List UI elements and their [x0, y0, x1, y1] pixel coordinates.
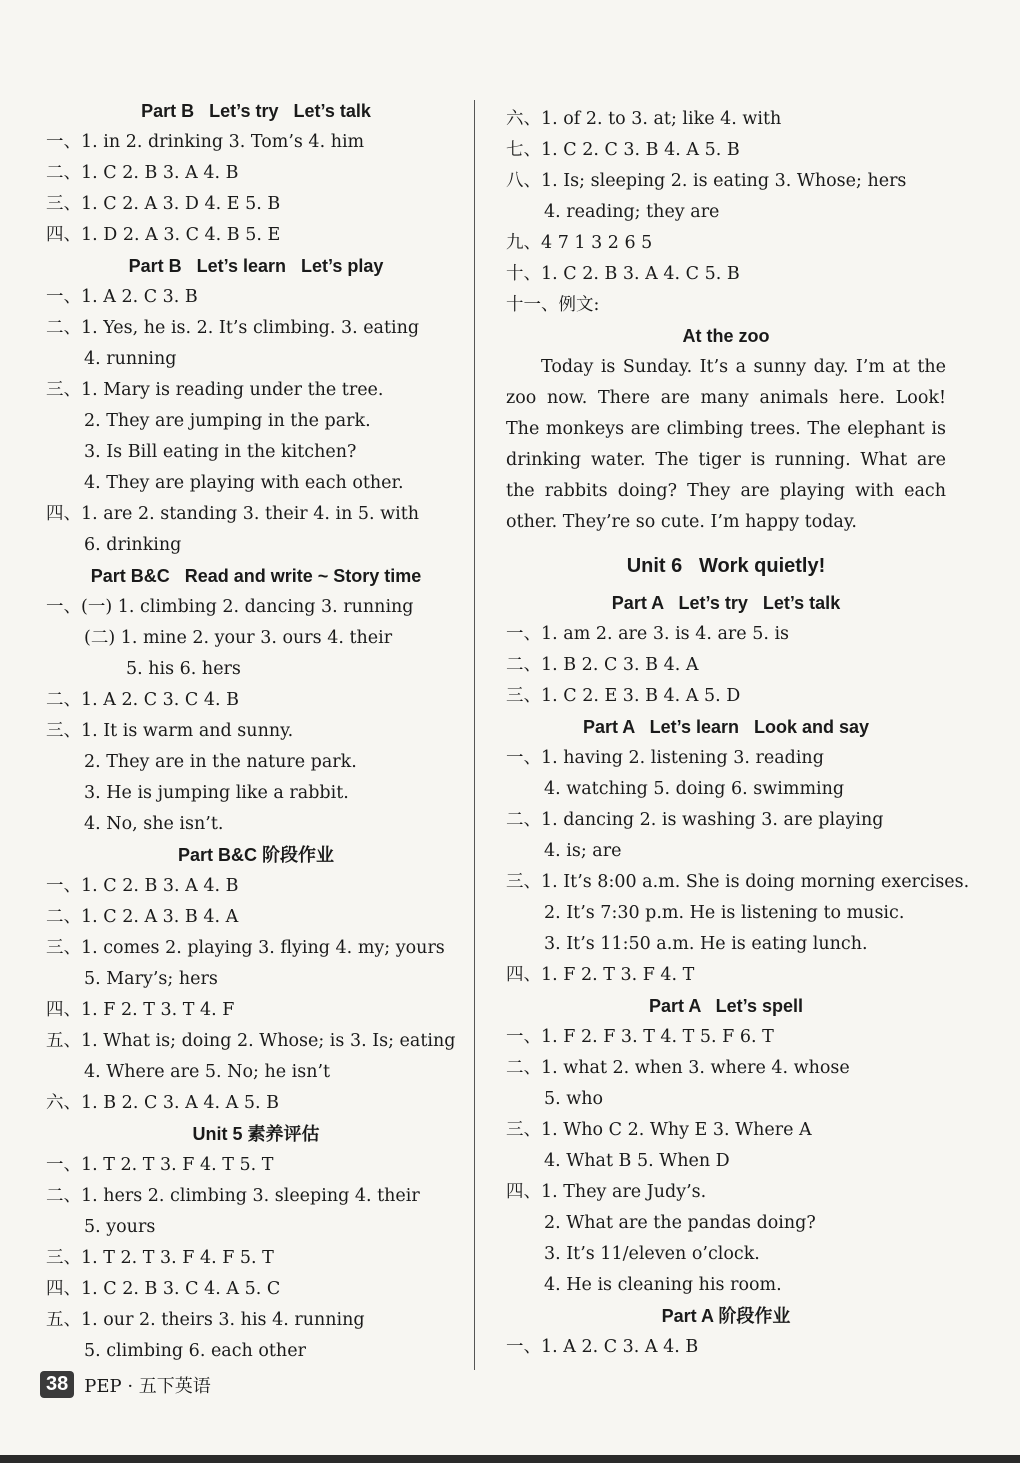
section-heading: Part B&C 阶段作业: [177, 845, 334, 865]
answer-line: 十、1. C 2. B 3. A 4. C 5. B: [506, 264, 740, 284]
answer-line: 一、1. am 2. are 3. is 4. are 5. is: [506, 624, 790, 644]
answer-line: 二、1. what 2. when 3. where 4. whose: [506, 1058, 850, 1078]
answer-line: 四、1. C 2. B 3. C 4. A 5. C: [46, 1279, 281, 1299]
answer-line: 一、(一) 1. climbing 2. dancing 3. running: [46, 597, 414, 617]
answer-line: 一、1. F 2. F 3. T 4. T 5. F 6. T: [506, 1027, 774, 1047]
bottom-edge: [0, 1455, 1020, 1463]
answer-line: 4. What B 5. When D: [544, 1151, 730, 1171]
answer-line: 七、1. C 2. C 3. B 4. A 5. B: [506, 140, 740, 160]
answer-line: 4. He is cleaning his room.: [544, 1275, 782, 1295]
section-heading: Part B&C Read and write ~ Story time: [90, 566, 422, 586]
answer-line: 2. What are the pandas doing?: [544, 1213, 816, 1233]
answer-line: 4. running: [84, 349, 177, 369]
answer-line: (二) 1. mine 2. your 3. ours 4. their: [84, 628, 393, 648]
answer-line: 一、1. having 2. listening 3. reading: [506, 748, 824, 768]
answer-line: 3. It’s 11/eleven o’clock.: [544, 1244, 760, 1264]
section-heading: Part A Let’s spell: [648, 996, 804, 1016]
answer-line: 四、1. They are Judy’s.: [506, 1182, 707, 1202]
answer-line: 4. They are playing with each other.: [84, 473, 404, 493]
footer-book-title: PEP · 五下英语: [84, 1375, 211, 1397]
answer-line: 2. It’s 7:30 p.m. He is listening to music.: [544, 903, 905, 923]
answer-line: 3. He is jumping like a rabbit.: [84, 783, 349, 803]
answer-line: 五、1. our 2. theirs 3. his 4. running: [46, 1310, 365, 1330]
answer-line: 5. Mary’s; hers: [84, 969, 218, 989]
section-heading: Part B Let’s learn Let’s play: [128, 256, 384, 276]
answer-line: 三、1. Who C 2. Why E 3. Where A: [506, 1120, 812, 1140]
section-heading: Part A 阶段作业: [661, 1306, 791, 1326]
answer-line: 三、1. Mary is reading under the tree.: [46, 380, 384, 400]
answer-line: 三、1. T 2. T 3. F 4. F 5. T: [46, 1248, 274, 1268]
answer-line: 一、1. in 2. drinking 3. Tom’s 4. him: [46, 132, 365, 152]
page-footer: [40, 1371, 211, 1398]
answer-line: 四、1. D 2. A 3. C 4. B 5. E: [46, 225, 281, 245]
answer-line: 三、1. It’s 8:00 a.m. She is doing morning exercises.: [506, 872, 970, 892]
answer-line: 九、4 7 1 3 2 6 5: [506, 233, 653, 253]
column-divider: [474, 100, 475, 1370]
section-heading: At the zoo: [682, 326, 770, 346]
answer-line: 4. No, she isn’t.: [84, 814, 224, 834]
answer-line: 三、1. C 2. E 3. B 4. A 5. D: [506, 686, 741, 706]
answer-line: 2. They are jumping in the park.: [84, 411, 371, 431]
essay-paragraph: Today is Sunday. It’s a sunny day. I’m at the zoo now. There are many animals here. Look! The monkeys are climbing trees. The elephant is drinking water. The tiger is running. What are the rabbits doing? They are playing with each other. They’re so cute. I’m happy today.: [506, 357, 946, 532]
answer-line: 5. yours: [84, 1217, 156, 1237]
page-number: 38: [40, 1371, 74, 1398]
answer-line: 2. They are in the nature park.: [84, 752, 357, 772]
answer-line: 一、1. T 2. T 3. F 4. T 5. T: [46, 1155, 274, 1175]
answer-line: 二、1. B 2. C 3. B 4. A: [506, 655, 699, 675]
answer-line: 6. drinking: [84, 535, 182, 555]
section-heading: Unit 5 素养评估: [192, 1124, 320, 1144]
answer-line: 三、1. C 2. A 3. D 4. E 5. B: [46, 194, 281, 214]
answer-line: 十一、例文:: [506, 295, 600, 315]
answer-line: 二、1. dancing 2. is washing 3. are playing: [506, 810, 884, 830]
section-heading: Part A Let’s try Let’s talk: [611, 593, 841, 613]
section-heading: Part A Let’s learn Look and say: [582, 717, 870, 737]
right-column: [506, 104, 970, 1363]
unit-title: Unit 6 Work quietly!: [626, 555, 826, 577]
answer-line: 六、1. of 2. to 3. at; like 4. with: [506, 109, 782, 129]
answer-line: 二、1. C 2. B 3. A 4. B: [46, 163, 239, 183]
section-heading: Part B Let’s try Let’s talk: [141, 101, 371, 121]
answer-line: 六、1. B 2. C 3. A 4. A 5. B: [46, 1093, 279, 1113]
answer-line: 四、1. are 2. standing 3. their 4. in 5. with: [46, 504, 420, 524]
answer-line: 二、1. Yes, he is. 2. It’s climbing. 3. eating: [46, 318, 420, 338]
answer-line: 二、1. A 2. C 3. C 4. B: [46, 690, 240, 710]
answer-line: 三、1. comes 2. playing 3. flying 4. my; yours: [46, 938, 445, 958]
answer-line: 四、1. F 2. T 3. F 4. T: [506, 965, 695, 985]
answer-line: 二、1. C 2. A 3. B 4. A: [46, 907, 239, 927]
answer-line: 八、1. Is; sleeping 2. is eating 3. Whose; hers: [506, 171, 907, 191]
answer-line: 四、1. F 2. T 3. T 4. F: [46, 1000, 235, 1020]
answer-line: 一、1. A 2. C 3. A 4. B: [506, 1337, 699, 1357]
answer-line: 4. watching 5. doing 6. swimming: [544, 779, 845, 799]
left-column: [46, 96, 466, 1367]
answer-line: 4. is; are: [544, 841, 622, 861]
answer-line: 一、1. A 2. C 3. B: [46, 287, 198, 307]
answer-line: 4. reading; they are: [544, 202, 720, 222]
answer-line: 4. Where are 5. No; he isn’t: [84, 1062, 331, 1082]
answer-line: 二、1. hers 2. climbing 3. sleeping 4. their: [46, 1186, 420, 1206]
answer-line: 3. Is Bill eating in the kitchen?: [84, 442, 357, 462]
answer-line: 5. climbing 6. each other: [84, 1341, 306, 1361]
answer-line: 3. It’s 11:50 a.m. He is eating lunch.: [544, 934, 868, 954]
answer-line: 三、1. It is warm and sunny.: [46, 721, 294, 741]
answer-line: 五、1. What is; doing 2. Whose; is 3. Is; eating: [46, 1031, 456, 1051]
answer-line: 5. who: [544, 1089, 604, 1109]
answer-line: 一、1. C 2. B 3. A 4. B: [46, 876, 239, 896]
answer-line: 5. his 6. hers: [126, 659, 241, 679]
